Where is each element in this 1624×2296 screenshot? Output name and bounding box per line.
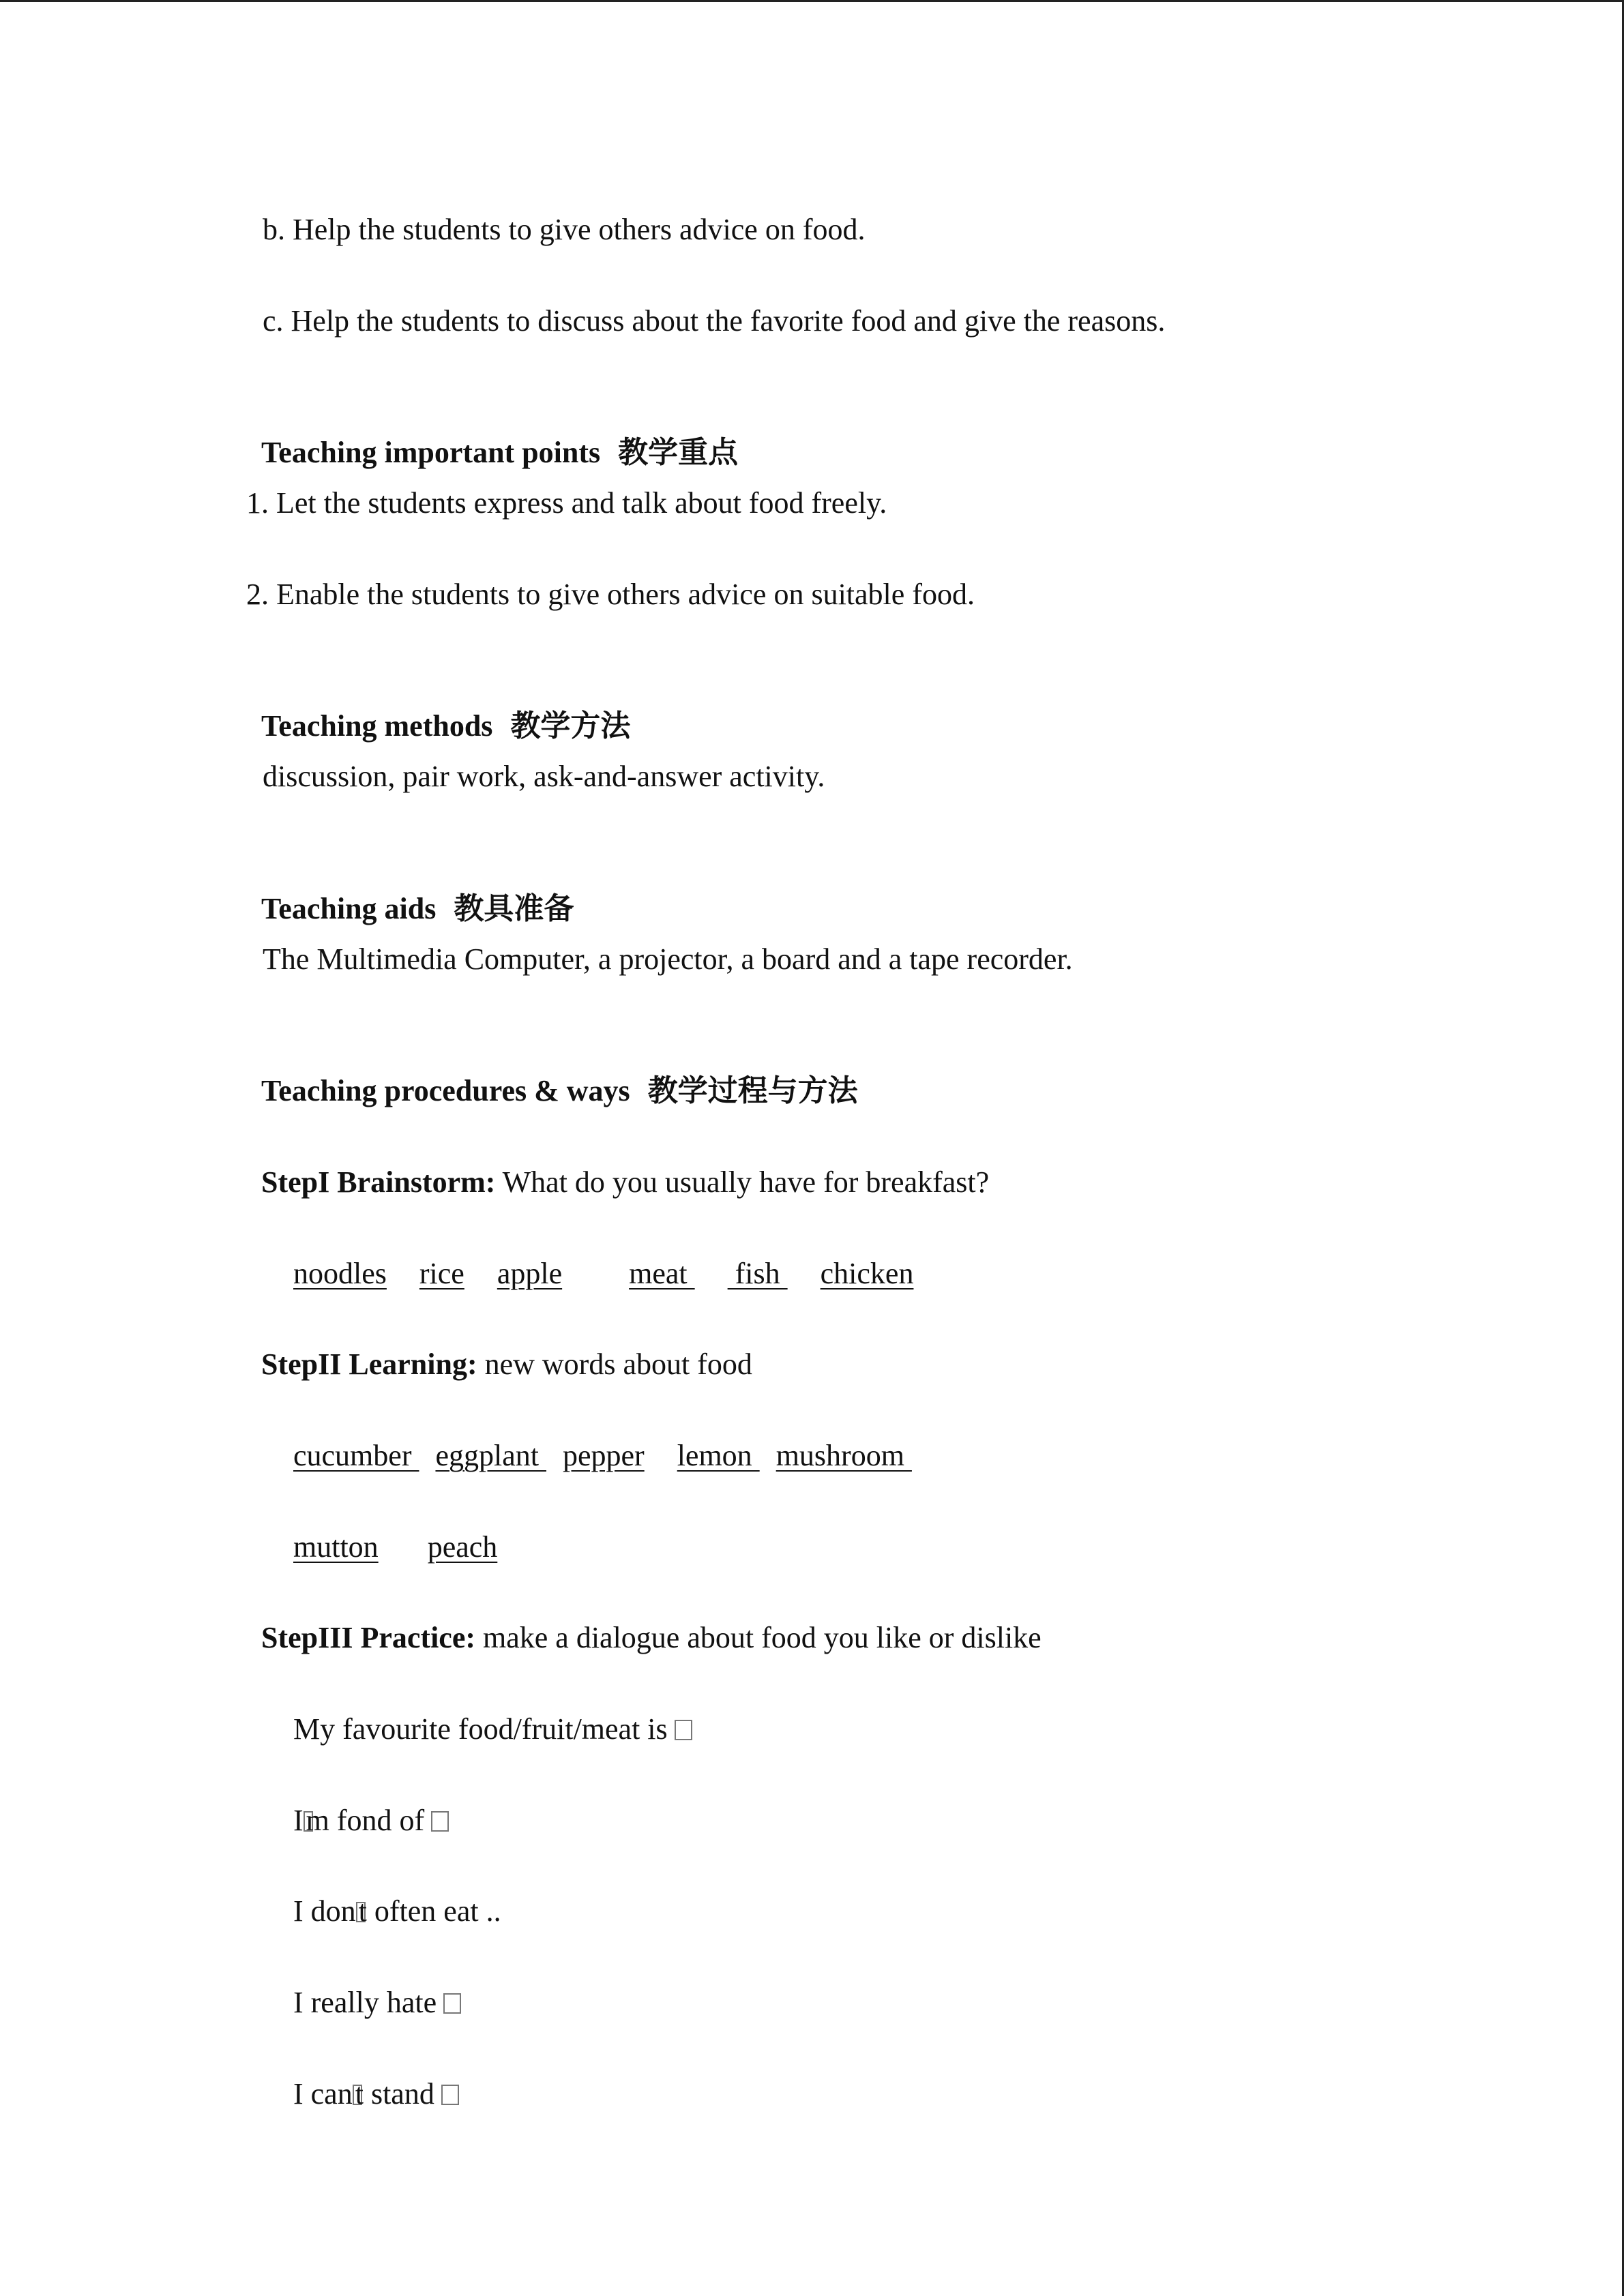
sentence-text-cont: m fond of bbox=[306, 1804, 425, 1837]
page-top-edge bbox=[0, 0, 1624, 2]
heading-text: Teaching procedures & ways bbox=[261, 1074, 630, 1107]
sentence-text: My favourite food/fruit/meat is bbox=[293, 1712, 668, 1746]
missing-glyph-box bbox=[443, 1993, 461, 2014]
aids-heading bbox=[246, 848, 574, 929]
sentence-3 bbox=[278, 1850, 501, 1932]
important-point-2: 2. Enable the students to give others advice on suitable food. bbox=[246, 578, 975, 611]
heading-cn: 教具准备 bbox=[454, 891, 574, 926]
food-word: noodles bbox=[293, 1257, 387, 1290]
food-word: mushroom bbox=[776, 1439, 912, 1472]
food-word: cucumber bbox=[293, 1439, 419, 1472]
sentence-2 bbox=[278, 1759, 449, 1841]
food-word: meat bbox=[629, 1257, 695, 1290]
sentence-text: I don bbox=[293, 1894, 356, 1928]
heading-text: Teaching methods bbox=[261, 709, 493, 743]
step-label: StepII Learning: bbox=[261, 1347, 477, 1381]
missing-glyph-box bbox=[431, 1811, 449, 1832]
step2-words-row1 bbox=[278, 1395, 912, 1476]
heading-text: Teaching aids bbox=[261, 892, 437, 925]
heading-text: Teaching important points bbox=[261, 436, 601, 469]
heading-cn: 教学重点 bbox=[618, 435, 739, 470]
sentence-4 bbox=[278, 1941, 461, 2023]
heading-cn: 教学方法 bbox=[510, 709, 631, 743]
step-text: make a dialogue about food you like or dislike bbox=[475, 1621, 1042, 1654]
sentence-5 bbox=[278, 2033, 459, 2115]
sentence-text: I really hate bbox=[293, 1986, 437, 2019]
aids-text: The Multimedia Computer, a projector, a board and a tape recorder. bbox=[263, 942, 1073, 976]
food-word: pepper bbox=[562, 1439, 645, 1472]
sentence-text: I bbox=[293, 1804, 304, 1837]
step-text: What do you usually have for breakfast? bbox=[495, 1165, 990, 1199]
procedures-heading bbox=[246, 1030, 858, 1112]
step1-line bbox=[246, 1121, 989, 1203]
sentence-1 bbox=[278, 1668, 692, 1750]
methods-text: discussion, pair work, ask-and-answer activity. bbox=[263, 760, 825, 793]
step1-words bbox=[278, 1212, 913, 1294]
food-word: mutton bbox=[293, 1530, 379, 1564]
heading-cn: 教学过程与方法 bbox=[647, 1073, 858, 1108]
food-word: rice bbox=[419, 1257, 464, 1290]
food-word: fish bbox=[727, 1257, 788, 1290]
step2-line bbox=[246, 1303, 752, 1385]
step-label: StepIII Practice: bbox=[261, 1621, 476, 1654]
objective-c: c. Help the students to discuss about the favorite food and give the reasons. bbox=[263, 304, 1166, 338]
step-text: new words about food bbox=[477, 1347, 752, 1381]
methods-heading bbox=[246, 665, 630, 747]
sentence-text-cont: t stand bbox=[355, 2077, 434, 2111]
food-word: eggplant bbox=[435, 1439, 546, 1472]
food-word: peach bbox=[427, 1530, 498, 1564]
food-word: chicken bbox=[820, 1257, 914, 1290]
missing-glyph-box bbox=[441, 2085, 459, 2105]
sentence-text-cont: t often eat .. bbox=[358, 1894, 501, 1928]
food-word: lemon bbox=[677, 1439, 760, 1472]
objective-b: b. Help the students to give others advice on food. bbox=[263, 213, 866, 246]
step2-words-row2 bbox=[278, 1486, 497, 1568]
sentence-text: I can bbox=[293, 2077, 353, 2111]
important-point-1: 1. Let the students express and talk about food freely. bbox=[246, 486, 887, 520]
food-word: apple bbox=[497, 1257, 563, 1290]
step-label: StepI Brainstorm: bbox=[261, 1165, 496, 1199]
step3-line bbox=[246, 1577, 1042, 1658]
missing-glyph-box bbox=[675, 1720, 692, 1740]
important-points-heading bbox=[246, 391, 738, 473]
